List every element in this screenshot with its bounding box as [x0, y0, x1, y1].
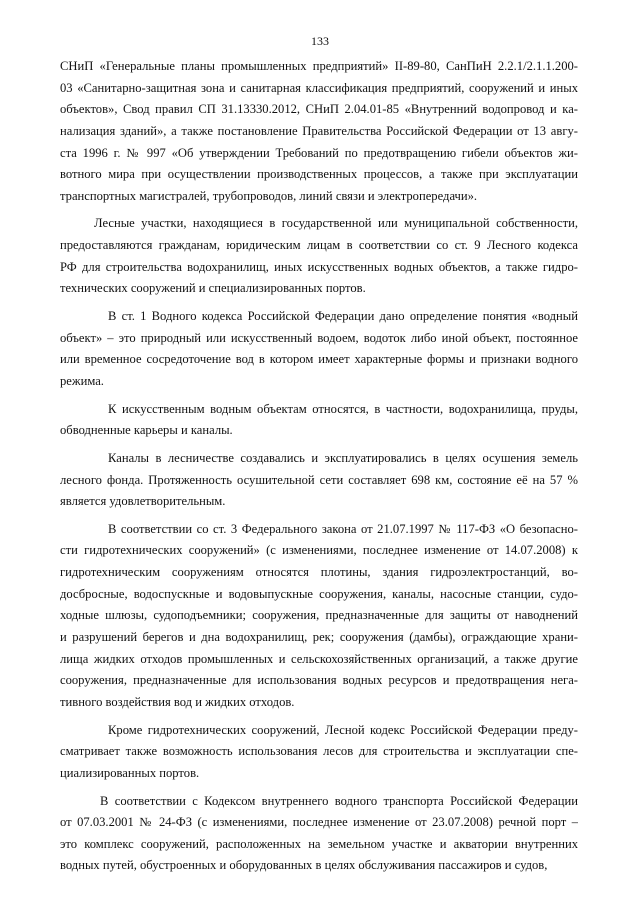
text-line: тивного воздействия вод и жидких отходов. [60, 694, 295, 709]
text-line: водных путей, обустроенных и оборудованных в целях обслуживания пассажиров и судов, [60, 858, 548, 873]
text-line: или временное сосредоточение вод в котором имеет характерные формы и признаки водного [60, 352, 578, 367]
paragraph [60, 519, 578, 714]
text-line: ходные шлюзы, судоподъемники; сооружения, предназначенные для защиты от наводнений [60, 608, 578, 623]
text-line: Кроме гидротехнических сооружений, Лесной кодекс Российской Федерации преду- [108, 722, 578, 737]
text-line: это комплекс сооружений, расположенных на земельном участке и акватории внутренних [60, 836, 578, 851]
text-line: досбросные, водоспускные и водовыпускные сооружения, каналы, насосные станции, судо- [60, 586, 578, 601]
text-line: РФ для строительства водохранилищ, иных искусственных водных объектов, а также гидро- [60, 259, 578, 274]
paragraph [60, 448, 578, 513]
text-line: 03 «Санитарно-защитная зона и санитарная классификация предприятий, сооружений и иных [60, 80, 578, 95]
text-line: обводненные карьеры и каналы. [60, 423, 233, 438]
text-line: объект» – это природный или искусственный водоем, водоток либо иной объект, постоянное [60, 330, 578, 345]
text-line: лесного фонда. Протяженность осушительной сети составляет 698 км, состояние её на 57 % [60, 472, 578, 487]
paragraph [60, 213, 578, 300]
text-line: СНиП «Генеральные планы промышленных предприятий» II-89-80, СанПиН 2.2.1/2.1.1.200- [60, 59, 578, 73]
paragraph [60, 720, 578, 785]
text-line: В ст. 1 Водного кодекса Российской Федерации дано определение понятия «водный [108, 309, 578, 324]
text-line: циализированных портов. [60, 765, 200, 780]
text-line: Лесные участки, находящиеся в государственной или муниципальной собственности, [94, 216, 578, 231]
text-line: нализация зданий», а также постановление Правительства Российской Федерации от 13 авгу- [60, 123, 578, 138]
text-line: К искусственным водным объектам относятся, в частности, водохранилища, пруды, [108, 401, 578, 416]
text-line: сматривает также возможность использования лесов для строительства и эксплуатации спе- [60, 744, 578, 759]
text-line: сти гидротехнических сооружений» (с изменениями, последнее изменение от 14.07.2008) к [60, 543, 578, 558]
text-line: объектов», Свод правил СП 31.13330.2012, СНиП 2.04.01-85 «Внутренний водопровод и ка- [60, 102, 578, 117]
text-line: от 07.03.2001 № 24-ФЗ (с изменениями, последнее изменение от 23.07.2008) речной порт – [60, 815, 578, 830]
paragraph [60, 56, 578, 207]
document-body [60, 56, 578, 877]
text-line: ста 1996 г. № 997 «Об утверждении Требований по предотвращению гибели объектов жи- [60, 145, 578, 160]
text-line: режима. [60, 373, 104, 388]
text-line: Каналы в лесничестве создавались и эксплуатировались в целях осушения земель [108, 450, 578, 465]
text-line: сооружения, предназначенные для использования водных ресурсов и предотвращения нега- [60, 673, 578, 688]
text-line: транспортных магистралей, трубопроводов, линий связи и электропередачи». [60, 188, 478, 203]
text-line: гидротехническим сооружениям относятся плотины, здания гидроэлектростанций, во- [60, 565, 578, 580]
text-line: предоставляются гражданам, юридическим лицам в соответствии со ст. 9 Лесного кодекса [60, 238, 578, 253]
text-line: технических сооружений и специализированных портов. [60, 281, 366, 296]
text-line: вотного мира при осуществлении производственных процессов, а также при эксплуатации [60, 167, 578, 182]
page-number: 133 [311, 34, 329, 48]
text-line: и разрушений берегов и дна водохранилищ, рек; сооружения (дамбы), ограждающие храни- [60, 630, 578, 645]
paragraph [60, 791, 578, 878]
paragraph [60, 306, 578, 393]
paragraph [60, 399, 578, 442]
text-line: В соответствии с Кодексом внутреннего водного транспорта Российской Федерации [100, 793, 578, 808]
text-line: лища жидких отходов промышленных и сельскохозяйственных организаций, а также другие [60, 651, 578, 666]
text-line: В соответствии со ст. 3 Федерального закона от 21.07.1997 № 117-ФЗ «О безопасно- [108, 521, 578, 536]
text-line: является удовлетворительным. [60, 494, 226, 509]
